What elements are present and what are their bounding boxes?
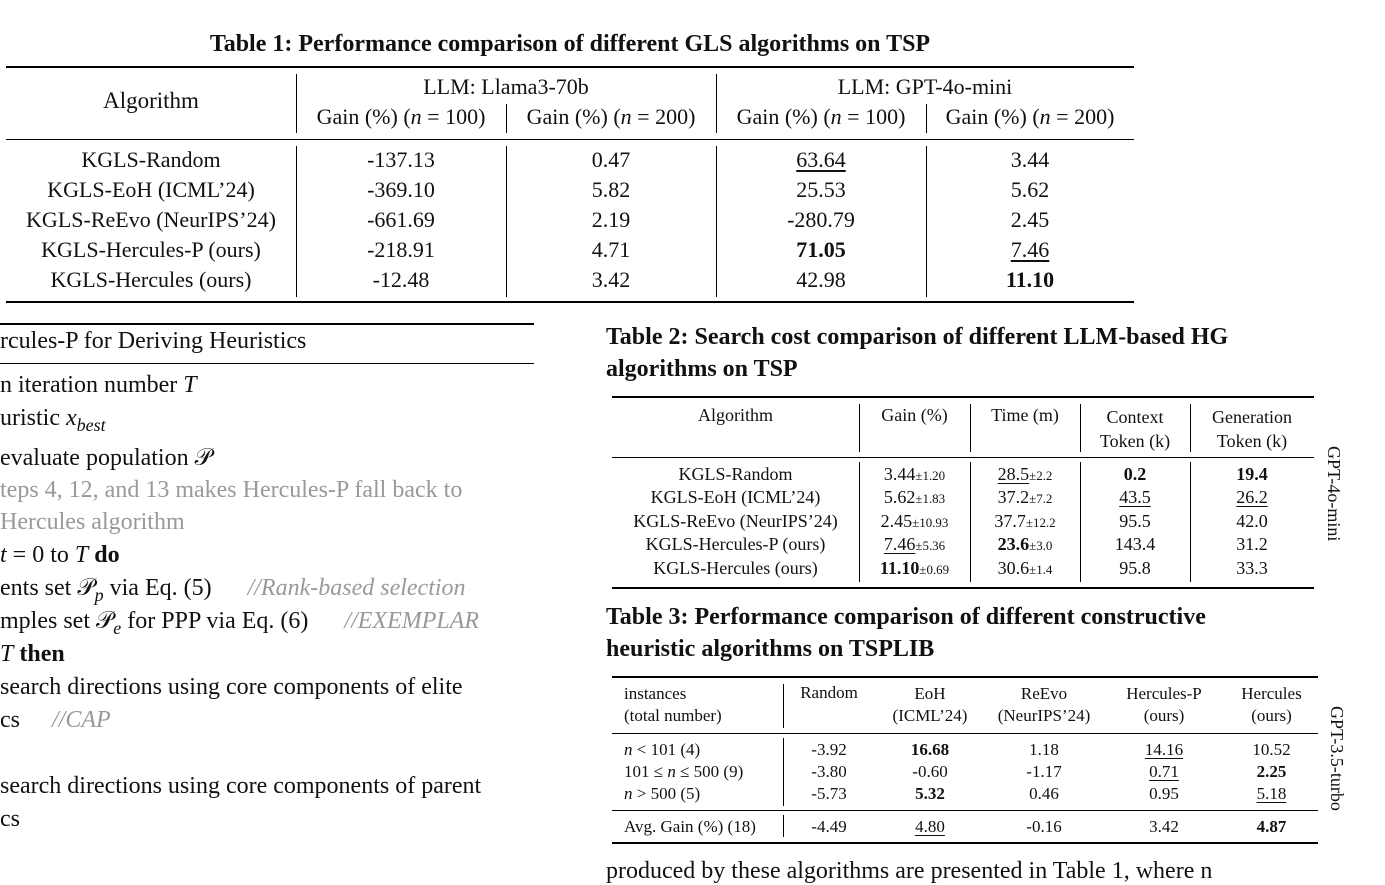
algorithm-header: rcules-P for Deriving Heuristics	[0, 328, 307, 354]
table2-title-line2: algorithms on TSP	[606, 356, 798, 382]
table3-header-reevo: ReEvo (NeurIPS’24)	[997, 684, 1091, 725]
table3-title-line2: heuristic algorithms on TSPLIB	[606, 636, 935, 662]
table1-row: KGLS-EoH (ICML’24) -369.10 5.82 25.53 5.62	[47, 177, 1050, 202]
algorithm-line: teps 4, 12, and 13 makes Hercules-P fall back to	[0, 477, 463, 503]
algorithm-line: search directions using core components of parent	[0, 773, 482, 799]
table1-row: KGLS-Hercules (ours) -12.48 3.42 42.98 11.10	[50, 267, 1055, 292]
table2-header-time: Time (m)	[991, 405, 1059, 425]
algorithm-line: t = 0 to T do	[0, 542, 120, 568]
table1-algorithm-header: Algorithm	[103, 88, 199, 113]
algorithm-line: cs	[0, 806, 20, 832]
algorithm-line: search directions using core components of elite	[0, 674, 463, 700]
table1-group-gpt: LLM: GPT-4o-mini	[837, 74, 1013, 99]
algorithm-line: T then	[0, 641, 65, 667]
algorithm-line: uristic $x_{best}$	[0, 405, 106, 435]
table1-col3-header: Gain (%) (n = 100)	[736, 104, 906, 129]
algorithm-line: cs //CAP	[0, 707, 111, 733]
table2-header-generation: Generation Token (k)	[1212, 407, 1292, 451]
table1-group-llama: LLM: Llama3-70b	[423, 74, 589, 99]
table1-row: KGLS-Hercules-P (ours) -218.91 4.71 71.05 7.46	[41, 237, 1050, 262]
table3-header-random: Random	[800, 683, 858, 702]
table2-header-context: Context Token (k)	[1099, 407, 1171, 451]
table3-header-hercules-p: Hercules-P (ours)	[1126, 684, 1202, 725]
table1-col2-header: Gain (%) (n = 200)	[526, 104, 696, 129]
algorithm-line: mples set 𝒫$_e$ for PPP via Eq. (6) //EXEMPLAR	[0, 608, 480, 638]
table2-side-label: GPT-4o-mini	[1324, 446, 1344, 542]
body-text: produced by these algorithms are presented in Table 1, where n	[606, 858, 1213, 884]
table1-col1-header: Gain (%) (n = 100)	[316, 104, 486, 129]
table2-header-algorithm: Algorithm	[698, 405, 773, 425]
algorithm-line: Hercules algorithm	[0, 509, 185, 535]
table1-title: Table 1: Performance comparison of different GLS algorithms on TSP	[209, 31, 931, 57]
table3-header-hercules: Hercules (ours)	[1241, 684, 1302, 725]
algorithm-line: evaluate population 𝒫	[0, 445, 212, 471]
table3-header-instances: instances (total number)	[624, 684, 722, 725]
table1-row: KGLS-ReEvo (NeurIPS’24) -661.69 2.19 -280.79 2.45	[26, 207, 1050, 232]
table2-title-line1: Table 2: Search cost comparison of different LLM-based HG	[606, 324, 1229, 350]
algorithm-line: ents set 𝒫$_p$ via Eq. (5) //Rank-based selection	[0, 575, 466, 605]
table2-header-gain: Gain (%)	[881, 405, 948, 425]
table3-header-eoh: EoH (ICML’24)	[892, 684, 968, 725]
table3-title-line1: Table 3: Performance comparison of different constructive	[606, 604, 1206, 630]
table1-col4-header: Gain (%) (n = 200)	[945, 104, 1115, 129]
table1-row: KGLS-Random -137.13 0.47 63.64 3.44	[81, 147, 1050, 172]
algorithm-line: n iteration number T	[0, 372, 197, 398]
table3-side-label: GPT-3.5-turbo	[1327, 706, 1347, 811]
